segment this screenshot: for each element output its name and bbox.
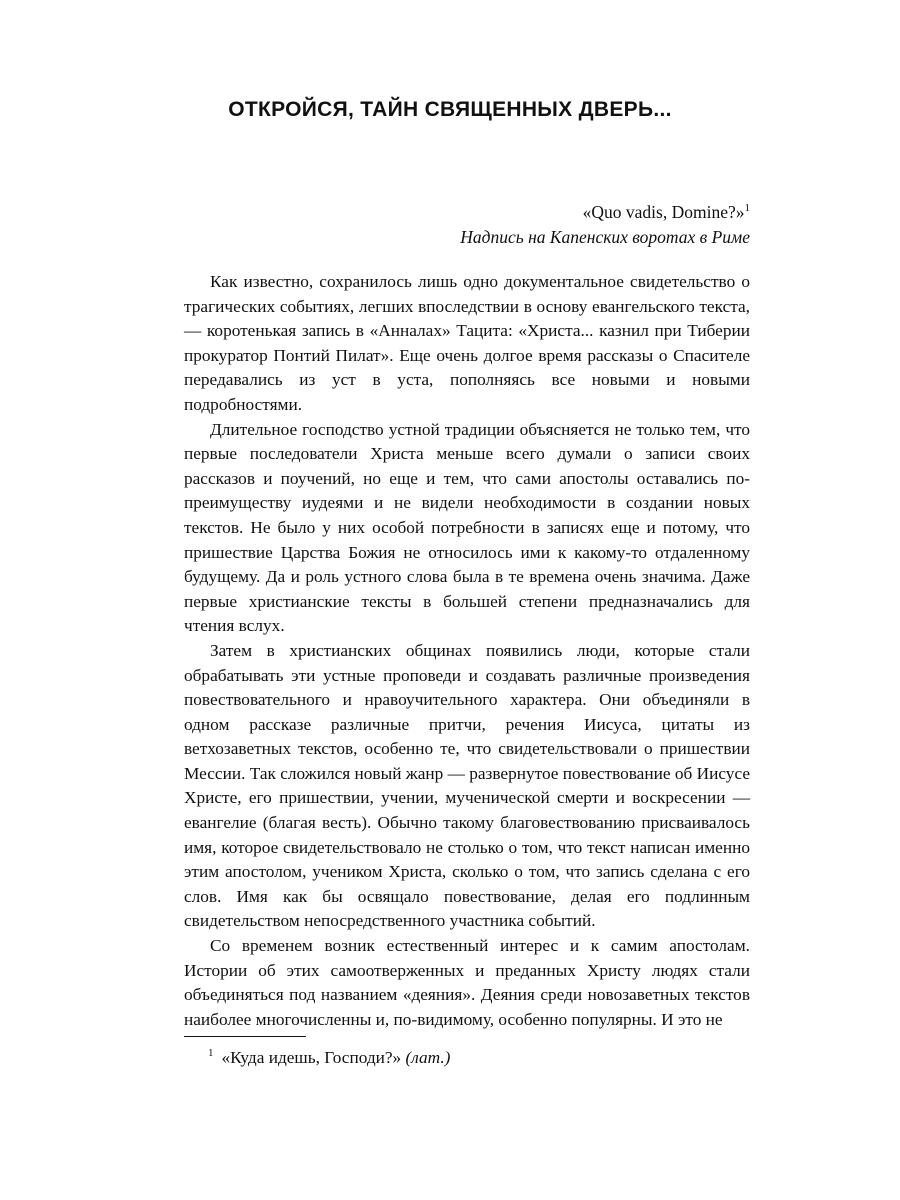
footnote-language: (лат.) bbox=[405, 1048, 451, 1067]
footnote-divider bbox=[184, 1036, 306, 1037]
footnote-text: «Куда идешь, Господи?» bbox=[221, 1048, 402, 1067]
epigraph bbox=[190, 200, 750, 250]
paragraph: Затем в христианских общинах появились люди, которые стали обрабатывать эти устные проповеди и создавать различные произведения повествовательного и нравоучительного характера. Они объединяли в одном рассказе различные притчи, речения Иисуса, цитаты из ветхозаветных текстов, особенно те, что свидетельствовали о пришествии Мессии. Так сложился новый жанр — развернутое повествование об Иисусе Христе, его пришествии, учении, мученической смерти и воскресении — евангелие (благая весть). Обычно такому благовествованию присваивалось имя, которое свидетельствовало не столько о том, что текст написан именно этим апостолом, учеником Христа, сколько о том, что запись сделана с его слов. Имя как бы освящало повествование, делая его подлинным свидетельством непосредственного участника событий. bbox=[184, 640, 750, 931]
footnote-reference[interactable]: 1 bbox=[744, 202, 750, 215]
footnote bbox=[208, 1046, 748, 1070]
paragraph: Длительное господство устной традиции объясняется не только тем, что первые последователи Христа меньше всего думали о записи своих рассказов и поучений, но еще и тем, что сами апостолы оставались по-преимуществу иудеями и не видели необходимости в создании новых текстов. Не было у них особой потребности в записях еще и потому, что пришествие Царства Божия не относилось ими к какому-то отдаленному будущему. Да и роль устного слова была в те времена очень значима. Даже первые христианские тексты в большей степени предназначались для чтения вслух. bbox=[184, 419, 750, 636]
chapter-title: ОТКРОЙСЯ, ТАЙН СВЯЩЕННЫХ ДВЕРЬ... bbox=[228, 98, 672, 121]
epigraph-source: Надпись на Капенских воротах в Риме bbox=[460, 227, 750, 247]
main-text bbox=[184, 270, 750, 1032]
footnote-mark: 1 bbox=[208, 1047, 214, 1060]
epigraph-quote-line bbox=[190, 200, 750, 225]
paragraph: Как известно, сохранилось лишь одно документальное свидетельство о трагических событиях, легших впоследствии в основу евангельского текста, — коротенькая запись в «Анналах» Тацита: «Христа... казнил при Тиберии прокуратор Понтий Пилат». Еще очень долгое время рассказы о Спасителе передавались из уст в уста, пополняясь все новыми и новыми подробностями. bbox=[184, 272, 750, 414]
epigraph-quote: «Quo vadis, Domine?» bbox=[582, 202, 745, 222]
paragraph: Со временем возник естественный интерес и к самим апостолам. Истории об этих самоотверженных и преданных Христу людях стали объединяться под названием «деяния». Деяния среди новозаветных текстов наиболее многочисленны и, по-видимому, особенно популярны. И это не bbox=[184, 936, 750, 1029]
